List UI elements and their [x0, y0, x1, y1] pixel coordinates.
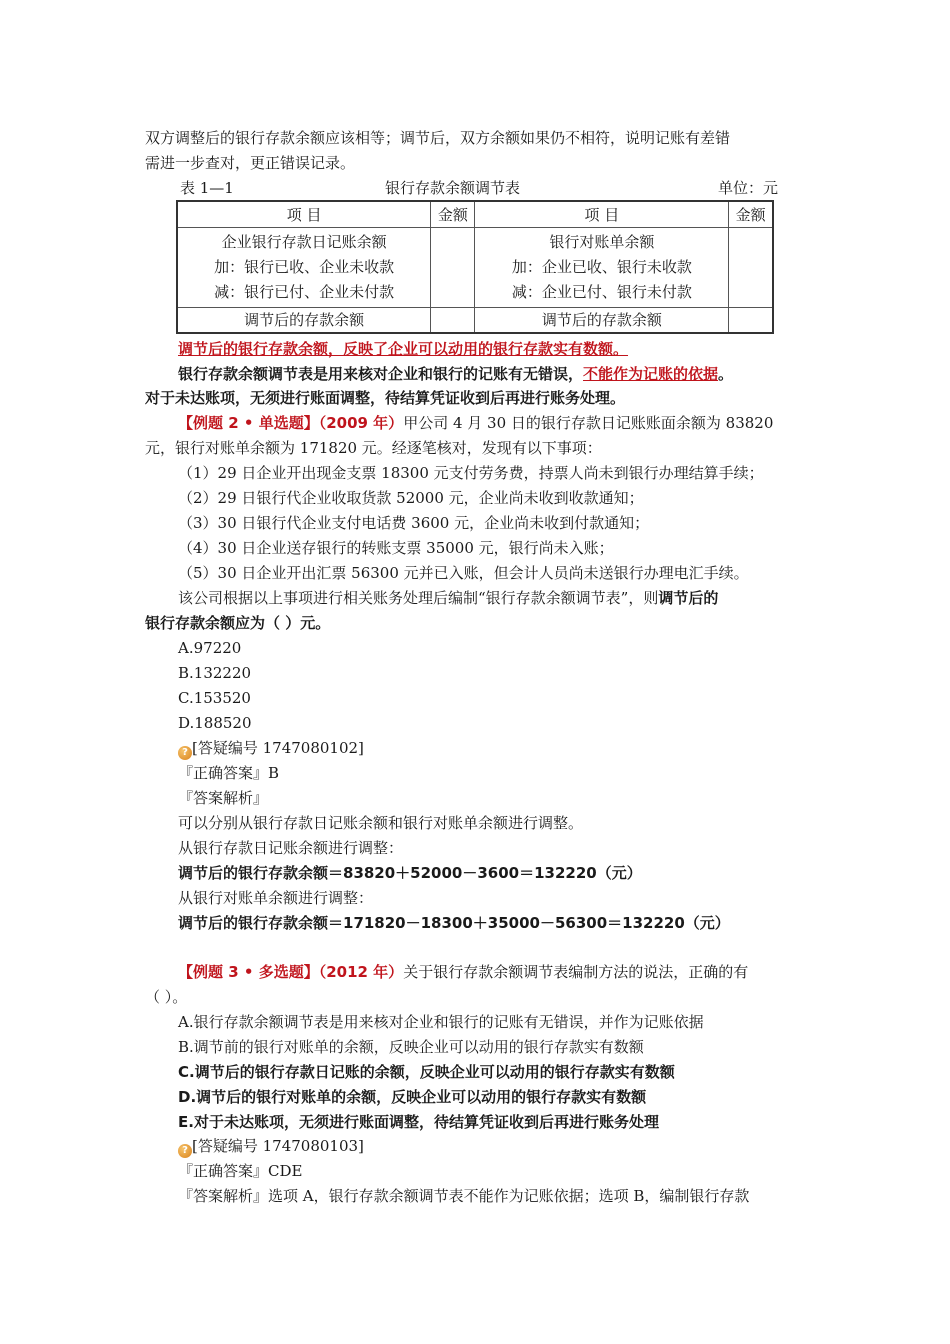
right-item-add: 加：企业已收、银行未收款 [511, 257, 692, 276]
table-footer-row [177, 307, 773, 333]
example-2-stem-text: 甲公司 4 月 30 日的银行存款日记账账面余额为 83820 [403, 414, 774, 432]
footer-left-amount [431, 307, 475, 333]
formula-1: 调节后的银行存款余额＝83820＋52000－3600＝132220（元） [178, 864, 642, 882]
intro-line-2: 需进一步查对，更正错误记录。 [145, 154, 356, 172]
example-2-item: （3）30 日银行代企业支付电话费 3600 元，企业尚未收到付款通知； [178, 514, 650, 532]
example-3-option-c: C.调节后的银行存款日记账的余额，反映企业可以动用的银行存款实有数额 [178, 1063, 675, 1081]
table-title: 银行存款余额调节表 [385, 179, 521, 197]
example-2-stem [178, 411, 773, 435]
note-unreached-items: 对于未达账项，无须进行账面调整，待结算凭证收到后再进行账务处理。 [145, 389, 626, 407]
formula-2: 调节后的银行存款余额＝171820－18300＋35000－56300＝132220（元） [178, 914, 730, 932]
header-item-left: 项 目 [177, 201, 431, 227]
left-amount-cell [431, 227, 475, 307]
table-number: 表 1—1 [180, 179, 234, 197]
question-id-row-2 [178, 1134, 364, 1158]
correct-answer-2: 『正确答案』CDE [178, 1162, 303, 1180]
option-a: A.97220 [178, 639, 242, 657]
example-2-question [178, 586, 718, 610]
right-amount-cell [729, 227, 773, 307]
reconciliation-table [176, 200, 774, 334]
footer-left: 调节后的存款余额 [177, 307, 431, 333]
left-item-subtract: 减：银行已付、企业未付款 [214, 282, 395, 301]
right-item-subtract: 减：企业已付、银行未付款 [511, 282, 692, 301]
analysis-2: 『答案解析』选项 A，银行存款余额调节表不能作为记账依据；选项 B，编制银行存款 [178, 1187, 750, 1205]
question-mark-icon[interactable]: ? [178, 1144, 192, 1158]
example-2-item: （5）30 日企业开出汇票 56300 元并已入账，但会计人员尚未送银行办理电汇手续。 [178, 564, 749, 582]
footer-right-amount [729, 307, 773, 333]
analysis-line: 可以分别从银行存款日记账余额和银行对账单余额进行调整。 [178, 814, 584, 832]
example-2-item: （1）29 日企业开出现金支票 18300 元支付劳务费，持票人尚未到银行办理结算手续； [178, 464, 764, 482]
note-purpose-text: 银行存款余额调节表是用来核对企业和银行的记账有无错误， [178, 365, 584, 383]
header-amount-right: 金额 [729, 201, 773, 227]
header-item-right: 项 目 [475, 201, 729, 227]
note-purpose-end: 。 [718, 365, 734, 383]
left-items-cell [177, 227, 431, 307]
example-2-question-line-2: 银行存款余额应为（ ）元。 [145, 614, 331, 632]
table-unit: 单位：元 [718, 179, 779, 197]
table-header-row [177, 201, 773, 227]
question-id-2: [答疑编号 1747080103] [192, 1137, 364, 1155]
left-item-add: 加：银行已收、企业未收款 [214, 257, 395, 276]
example-3-stem [178, 960, 748, 984]
example-3-year: （2012 年） [318, 963, 404, 981]
correct-answer: 『正确答案』B [178, 764, 280, 782]
note-adjusted-balance: 调节后的银行存款余额，反映了企业可以动用的银行存款实有数额。 [178, 340, 629, 358]
example-2-stem-line-2: 元，银行对账单余额为 171820 元。经逐笔核对，发现有以下事项： [145, 439, 602, 457]
example-2-tag: 【例题 2 • 单选题】 [178, 414, 319, 432]
note-not-basis: 不能作为记账的依据 [583, 365, 719, 383]
analysis-line: 从银行存款日记账余额进行调整： [178, 839, 404, 857]
note-purpose [178, 362, 733, 386]
example-3-option-a: A.银行存款余额调节表是用来核对企业和银行的记账有无错误，并作为记账依据 [178, 1013, 704, 1031]
question-mark-icon[interactable]: ? [178, 746, 192, 760]
intro-line-1: 双方调整后的银行存款余额应该相等；调节后，双方余额如果仍不相符，说明记账有差错 [145, 129, 731, 147]
example-3-stem-text: 关于银行存款余额调节表编制方法的说法，正确的有 [403, 963, 749, 981]
question-id-row [178, 736, 364, 760]
analysis-title: 『答案解析』 [178, 789, 269, 807]
option-d: D.188520 [178, 714, 252, 732]
example-2-item: （2）29 日银行代企业收取货款 52000 元，企业尚未收到收款通知； [178, 489, 644, 507]
example-3-option-b: B.调节前的银行对账单的余额，反映企业可以动用的银行存款实有数额 [178, 1038, 644, 1056]
example-3-option-e: E.对于未达账项，无须进行账面调整，待结算凭证收到后再进行账务处理 [178, 1113, 659, 1131]
example-3-stem-line-2: （ ）。 [145, 988, 188, 1006]
option-c: C.153520 [178, 689, 251, 707]
example-2-item: （4）30 日企业送存银行的转账支票 35000 元，银行尚未入账； [178, 539, 614, 557]
table-body-row [177, 227, 773, 307]
right-item-balance: 银行对账单余额 [549, 232, 655, 251]
left-item-balance: 企业银行存款日记账余额 [221, 232, 387, 251]
example-2-question-bold: 调节后的 [658, 589, 719, 607]
header-amount-left: 金额 [431, 201, 475, 227]
footer-right: 调节后的存款余额 [475, 307, 729, 333]
analysis-line: 从银行对账单余额进行调整： [178, 889, 374, 907]
example-2-year: （2009 年） [318, 414, 404, 432]
example-3-tag: 【例题 3 • 多选题】 [178, 963, 319, 981]
question-id: [答疑编号 1747080102] [192, 739, 364, 757]
right-items-cell [475, 227, 729, 307]
example-2-question-text: 该公司根据以上事项进行相关账务处理后编制“银行存款余额调节表”，则 [178, 589, 659, 607]
option-b: B.132220 [178, 664, 252, 682]
example-3-option-d: D.调节后的银行对账单的余额，反映企业可以动用的银行存款实有数额 [178, 1088, 647, 1106]
